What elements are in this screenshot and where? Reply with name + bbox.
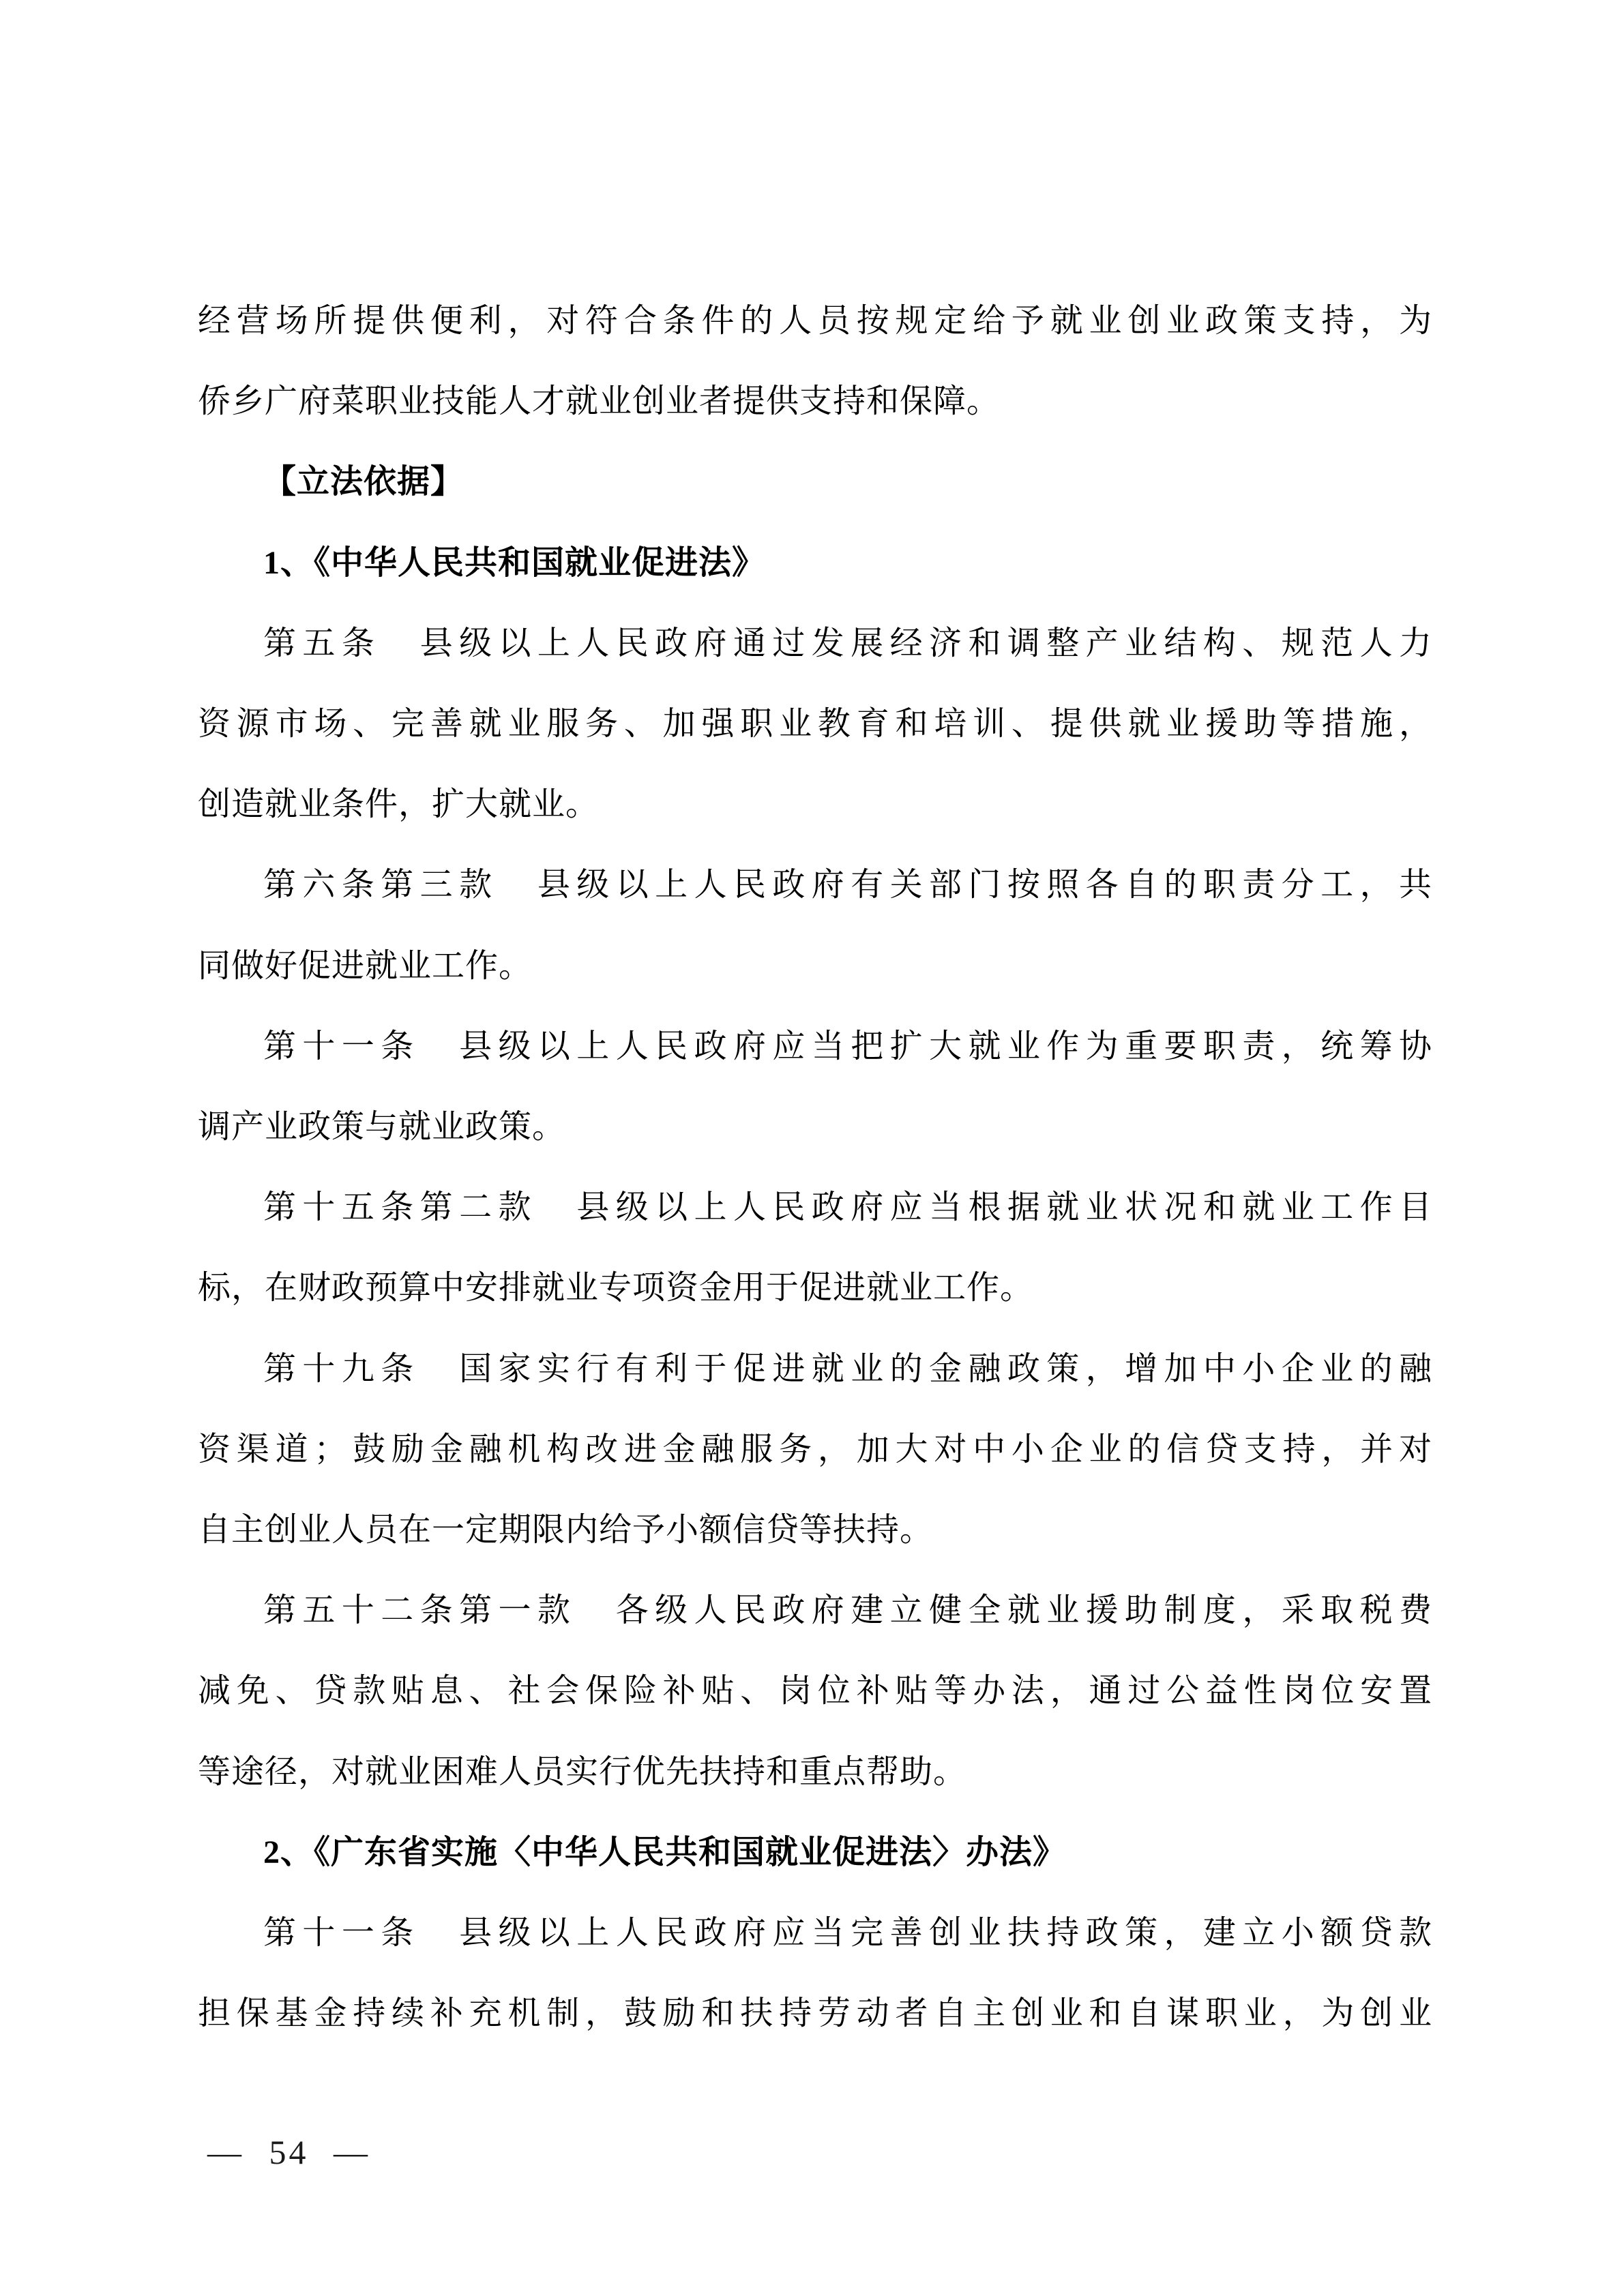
text-line: 调产业政策与就业政策。: [198, 1109, 566, 1146]
text-line: 担保基金持续补充机制，鼓励和扶持劳动者自主创业和自谋职业，为创业: [198, 1995, 1432, 2032]
text-line: 侨乡广府菜职业技能人才就业创业者提供支持和保障。: [198, 383, 1001, 420]
text-line: 第十一条 县级以上人民政府应当把扩大就业作为重要职责，统筹协: [263, 1028, 1432, 1064]
text-line: 等途径，对就业困难人员实行优先扶持和重点帮助。: [198, 1753, 967, 1790]
text-line: 第十一条 县级以上人民政府应当完善创业扶持政策，建立小额贷款: [263, 1915, 1432, 1952]
text-line: 同做好促进就业工作。: [198, 947, 533, 984]
document-text: [198, 281, 1432, 2054]
text-line: 经营场所提供便利，对符合条件的人员按规定给予就业创业政策支持，为: [198, 303, 1432, 339]
text-line: 第十五条第二款 县级以上人民政府应当根据就业状况和就业工作目: [263, 1189, 1432, 1226]
text-line: 资渠道；鼓励金融机构改进金融服务，加大对中小企业的信贷支持，并对: [198, 1431, 1432, 1467]
text-line: 自主创业人员在一定期限内给予小额信贷等扶持。: [198, 1512, 934, 1549]
text-line: 第六条第三款 县级以上人民政府有关部门按照各自的职责分工，共: [263, 867, 1432, 904]
text-line: 资源市场、完善就业服务、加强职业教育和培训、提供就业援助等措施，: [198, 706, 1432, 743]
text-line: 第十九条 国家实行有利于促进就业的金融政策，增加中小企业的融: [263, 1350, 1432, 1387]
text-line: 第五十二条第一款 各级人民政府建立健全就业援助制度，采取税费: [263, 1592, 1432, 1629]
heading-line: 【立法依据】: [263, 464, 464, 501]
text-line: 创造就业条件，扩大就业。: [198, 786, 600, 823]
heading-line: 2、《广东省实施〈中华人民共和国就业促进法〉办法》: [263, 1834, 1067, 1870]
page-number-footer: — 54 —: [207, 2133, 370, 2171]
text-line: 第五条 县级以上人民政府通过发展经济和调整产业结构、规范人力: [263, 625, 1432, 661]
text-line: 减免、贷款贴息、社会保险补贴、岗位补贴等办法，通过公益性岗位安置: [198, 1673, 1432, 1710]
text-line: 标，在财政预算中安排就业专项资金用于促进就业工作。: [198, 1270, 1034, 1307]
heading-line: 1、《中华人民共和国就业促进法》: [263, 544, 766, 581]
